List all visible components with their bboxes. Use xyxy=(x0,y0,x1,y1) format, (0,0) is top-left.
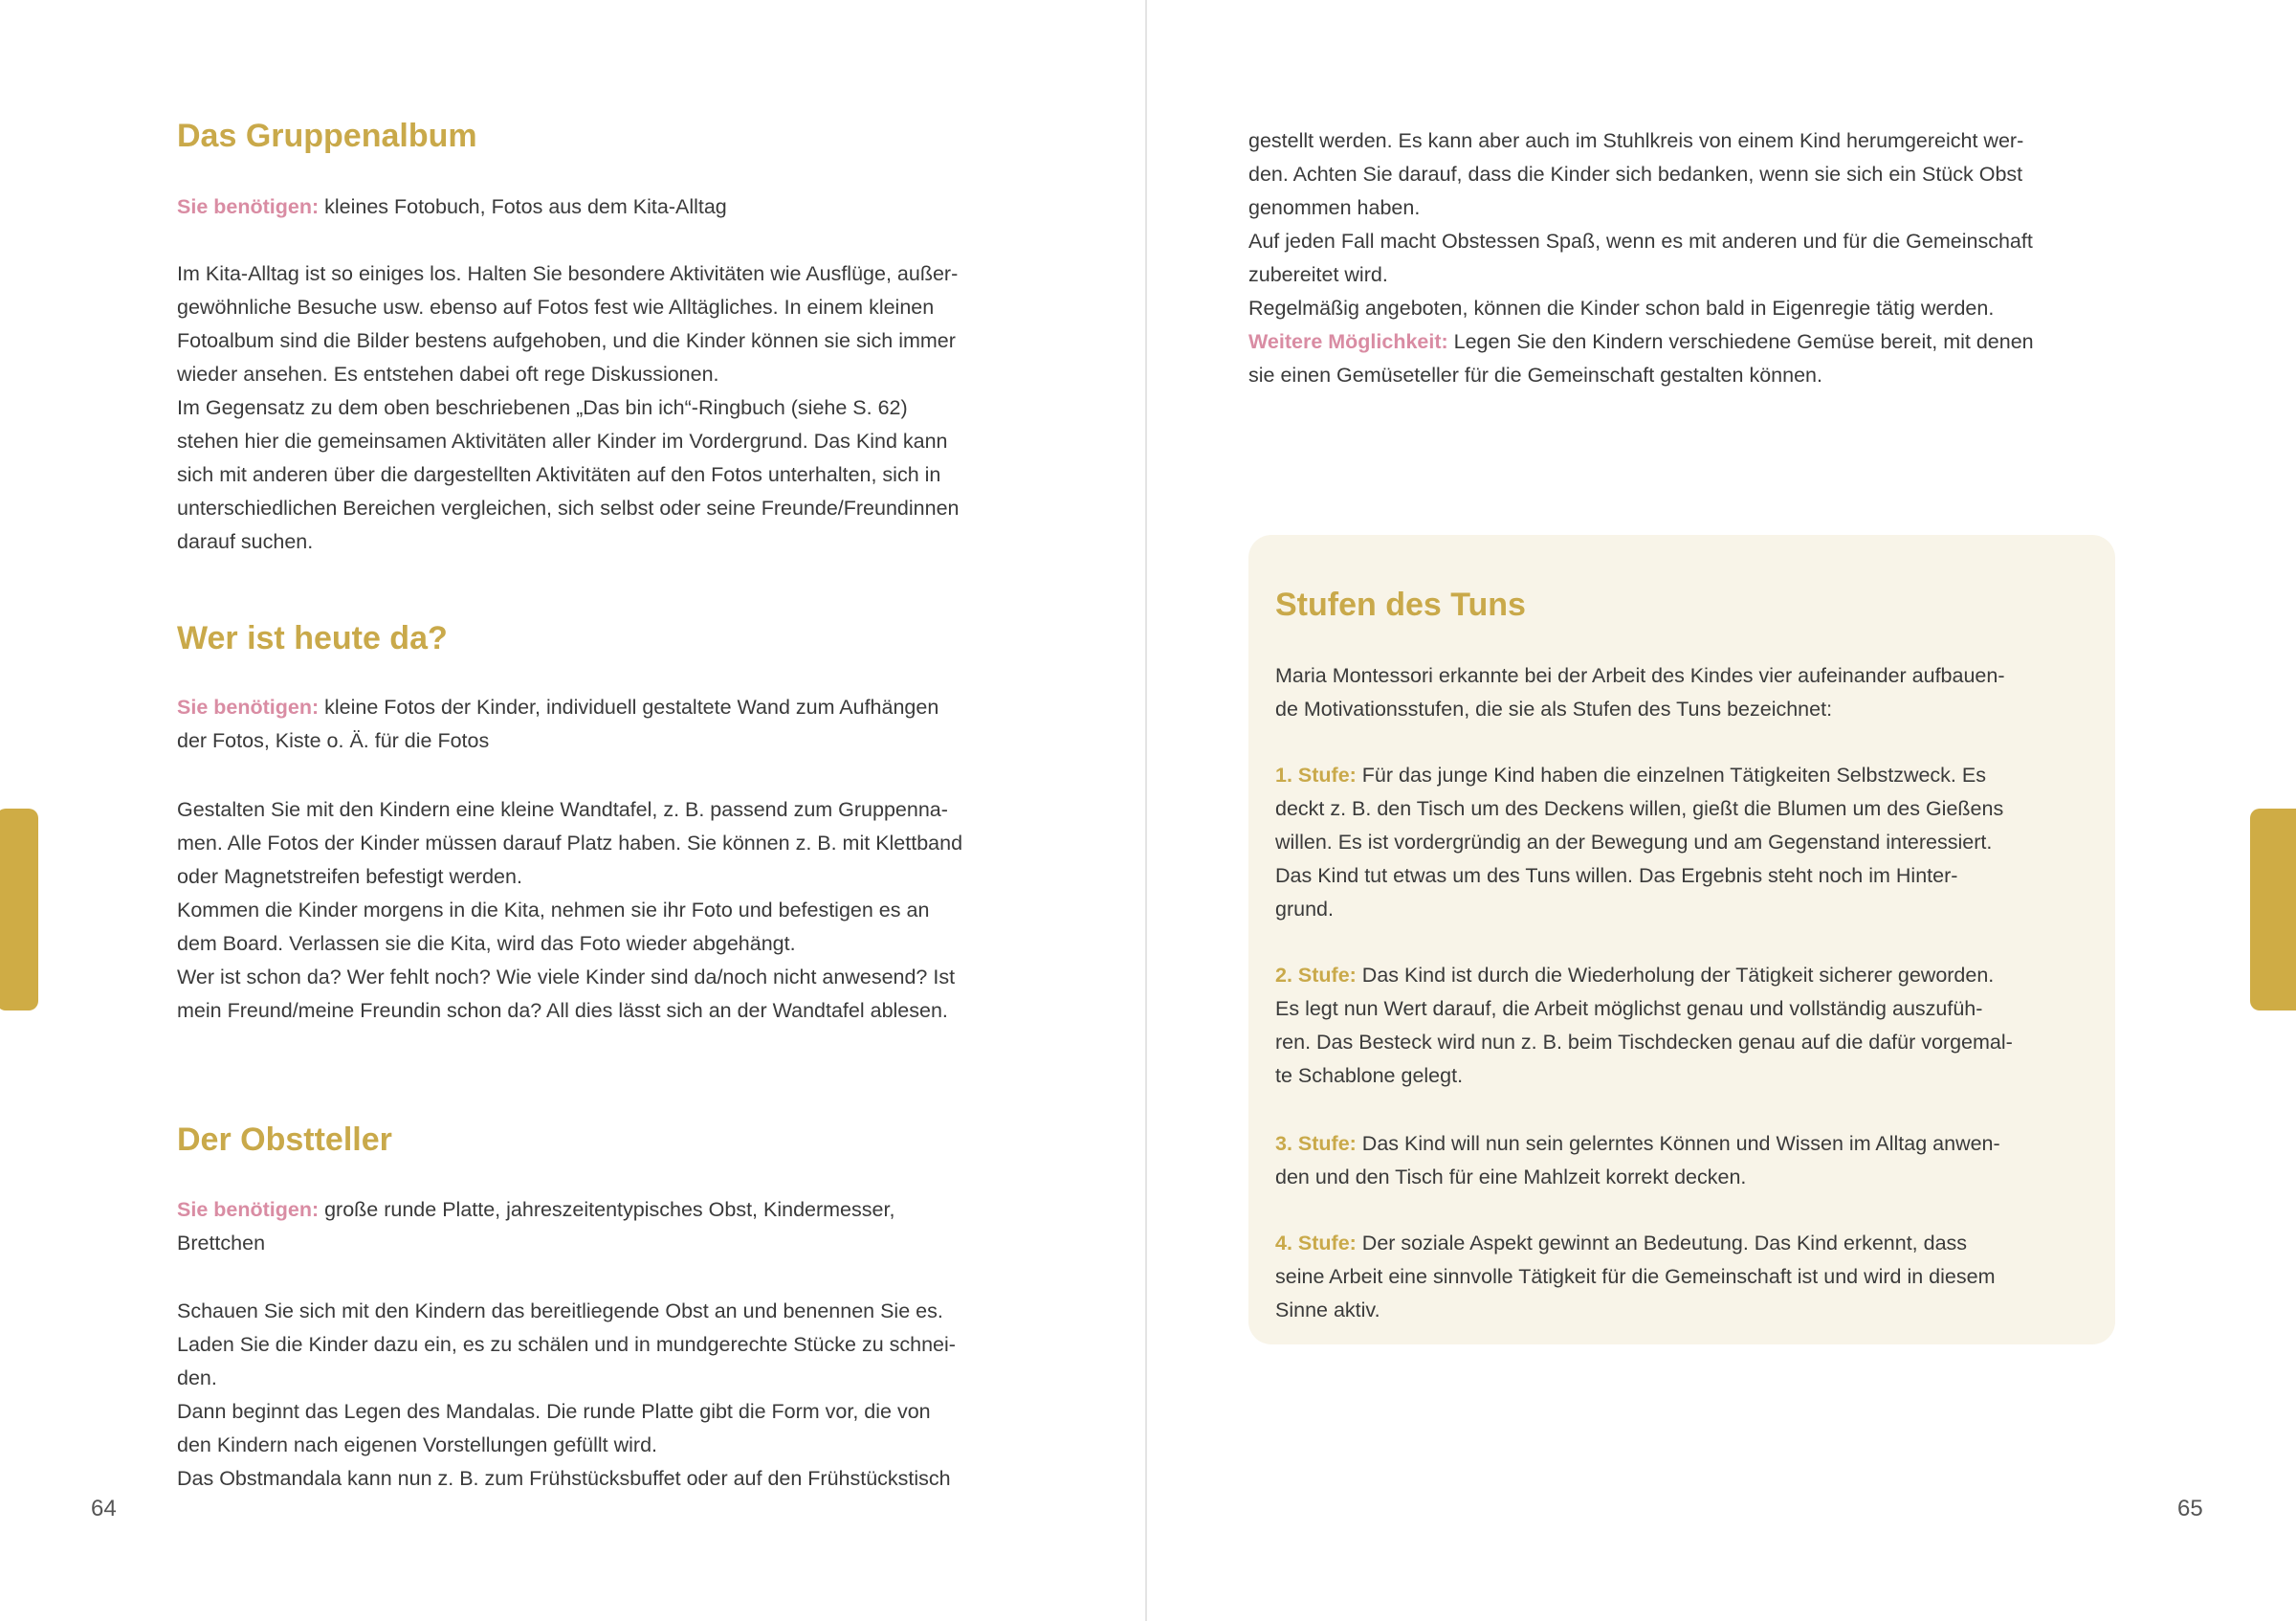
section-title-obstteller: Der Obstteller xyxy=(177,1121,392,1158)
left-thumb-tab xyxy=(0,809,38,1010)
further-option-label: Weitere Möglichkeit: xyxy=(1248,330,1448,353)
info-box-title: Stufen des Tuns xyxy=(1275,587,1526,623)
stage-text: Das Kind ist durch die Wiederholung der Tätigkeit sicherer geworden. Es legt nun Wert darauf, die Arbeit möglichst genau und vollständig auszufüh- ren. Das Besteck wird nun z. B. beim Tischdecken genau auf die dafür vorgemal- te Schablone gelegt. xyxy=(1275,964,2013,1087)
materials-label: Sie benötigen: xyxy=(177,1198,320,1221)
page-gutter xyxy=(1145,0,1147,1621)
further-option-text: Legen Sie den Kindern verschiedene Gemüse bereit, mit denen sie einen Gemüseteller für die Gemeinschaft gestalten können. xyxy=(1248,330,2034,387)
materials-gruppenalbum xyxy=(177,190,727,224)
section-title-wer-ist-heute-da: Wer ist heute da? xyxy=(177,620,448,656)
body-obstteller-continued: gestellt werden. Es kann aber auch im Stuhlkreis von einem Kind herumgereicht wer- den. Achten Sie darauf, dass die Kinder sich bedanken, wenn sie sich ein Stück Obst genommen haben. Auf jeden Fall macht Obstessen Spaß, wenn es mit anderen und für die Gemeinschaft zubereitet wird. Regelmäßig angeboten, können die Kinder schon bald in Eigenregie tätig werden. xyxy=(1248,129,2033,320)
right-thumb-tab xyxy=(2250,809,2296,1010)
section-title-gruppenalbum: Das Gruppenalbum xyxy=(177,118,477,154)
materials-text: kleines Fotobuch, Fotos aus dem Kita-Alltag xyxy=(319,195,727,218)
materials-obstteller xyxy=(177,1193,894,1260)
stage-text: Der soziale Aspekt gewinnt an Bedeutung. Das Kind erkennt, dass seine Arbeit eine sinnvolle Tätigkeit für die Gemeinschaft ist und wird in diesem Sinne aktiv. xyxy=(1275,1232,1996,1321)
stage-label: 3. Stufe: xyxy=(1275,1132,1357,1155)
materials-label: Sie benötigen: xyxy=(177,696,320,719)
stage-text: Das Kind will nun sein gelerntes Können und Wissen im Alltag anwen- den und den Tisch für eine Mahlzeit korrekt decken. xyxy=(1275,1132,2000,1188)
body-wer-ist-heute-da: Gestalten Sie mit den Kindern eine kleine Wandtafel, z. B. passend zum Gruppenna- men. Alle Fotos der Kinder müssen darauf Platz haben. Sie können z. B. mit Klettband oder Magnetstreifen befestigt werden. Kommen die Kinder morgens in die Kita, nehmen sie ihr Foto und befestigen es an dem Board. Verlassen sie die Kita, wird das Foto wieder abgehängt. Wer ist schon da? Wer fehlt noch? Wie viele Kinder sind da/noch nicht anwesend? Ist mein Freund/meine Freundin schon da? All dies lässt sich an der Wandtafel ablesen. xyxy=(177,798,963,1022)
page-number-right: 65 xyxy=(2177,1496,2203,1521)
stage-label: 1. Stufe: xyxy=(1275,764,1357,787)
stage-text: Für das junge Kind haben die einzelnen Tätigkeiten Selbstzweck. Es deckt z. B. den Tisch um des Deckens willen, gießt die Blumen um des Gießens willen. Es ist vordergründig an der Bewegung und am Gegenstand interessiert. Das Kind tut etwas um des Tuns willen. Das Ergebnis steht noch im Hinter- grund. xyxy=(1275,764,2004,921)
body-obstteller: Schauen Sie sich mit den Kindern das bereitliegende Obst an und benennen Sie es. Laden Sie die Kinder dazu ein, es zu schälen und in mundgerechte Stücke zu schnei- den. Dann beginnt das Legen des Mandalas. Die runde Platte gibt die Form vor, die von den Kindern nach eigenen Vorstellungen gefüllt wird. Das Obstmandala kann nun z. B. zum Frühstücksbuffet oder auf den Frühstückstisch xyxy=(177,1299,956,1490)
stage-2 xyxy=(1275,959,2013,1093)
stage-label: 2. Stufe: xyxy=(1275,964,1357,987)
stage-3 xyxy=(1275,1127,2000,1194)
stage-1 xyxy=(1275,759,2003,926)
materials-text: kleine Fotos der Kinder, individuell gestaltete Wand zum Aufhängen der Fotos, Kiste o. Ä. für die Fotos xyxy=(177,696,939,752)
stage-label: 4. Stufe: xyxy=(1275,1232,1357,1255)
info-box-stufen-des-tuns xyxy=(1248,535,2115,1344)
body-gruppenalbum: Im Kita-Alltag ist so einiges los. Halten Sie besondere Aktivitäten wie Ausflüge, außer- gewöhnliche Besuche usw. ebenso auf Fotos fest wie Alltägliches. In einem kleinen Fotoalbum sind die Bilder bestens aufgehoben, und die Kinder können sie sich immer wieder ansehen. Es entstehen dabei oft rege Diskussionen. Im Gegensatz zu dem oben beschriebenen „Das bin ich“-Ringbuch (siehe S. 62) stehen hier die gemeinsamen Aktivitäten aller Kinder im Vordergrund. Das Kind kann sich mit anderen über die dargestellten Aktivitäten auf den Fotos unterhalten, sich in unterschiedlichen Bereichen vergleichen, sich selbst oder seine Freunde/Freundinnen darauf suchen. xyxy=(177,262,960,553)
materials-label: Sie benötigen: xyxy=(177,195,320,218)
further-option xyxy=(1248,325,2034,392)
materials-text: große runde Platte, jahreszeitentypisches Obst, Kindermesser, Brettchen xyxy=(177,1198,895,1255)
info-box-intro: Maria Montessori erkannte bei der Arbeit des Kindes vier aufeinander aufbauen- de Motivationsstufen, die sie als Stufen des Tuns bezeichnet: xyxy=(1275,664,2005,721)
stage-4 xyxy=(1275,1227,1996,1327)
materials-wer-ist-heute-da xyxy=(177,691,938,758)
page-number-left: 64 xyxy=(91,1496,117,1521)
